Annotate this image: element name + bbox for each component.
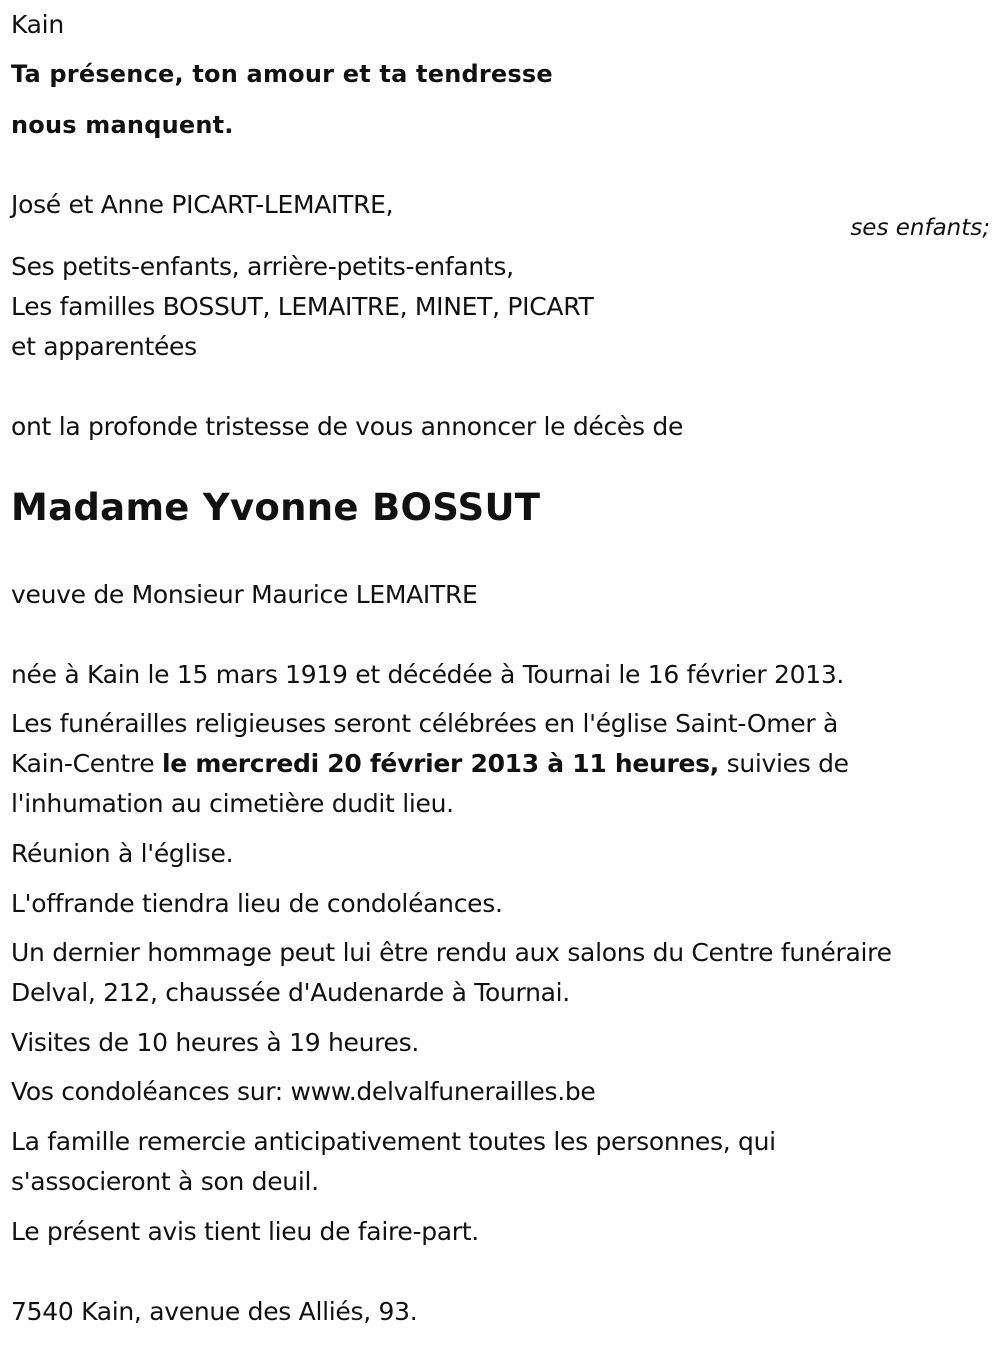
funeral-place: Kain-Centre <box>11 749 163 778</box>
children-names: José et Anne PICART-LEMAITRE, <box>11 190 394 219</box>
deceased-name: Madame Yvonne BOSSUT <box>11 486 541 529</box>
funeral-date: le mercredi 20 février 2013 à 11 heures, <box>162 749 719 778</box>
meeting: Réunion à l'église. <box>11 839 234 868</box>
location: Kain <box>11 10 64 39</box>
tribute-line-2: Delval, 212, chaussée d'Audenarde à Tournai. <box>11 978 570 1007</box>
children-role: ses enfants; <box>850 215 990 241</box>
motto-line-2: nous manquent. <box>11 111 234 139</box>
funeral-followed: suivies de <box>718 749 849 778</box>
visits: Visites de 10 heures à 19 heures. <box>11 1028 420 1057</box>
funeral-line-3: l'inhumation au cimetière dudit lieu. <box>11 789 454 818</box>
funeral-line-1: Les funérailles religieuses seront célébrées en l'église Saint-Omer à <box>11 709 838 738</box>
funeral-line-2 <box>11 744 849 784</box>
condolences-link[interactable]: www.delvalfunerailles.be <box>290 1077 596 1106</box>
offering: L'offrande tiendra lieu de condoléances. <box>11 889 503 918</box>
address: 7540 Kain, avenue des Alliés, 93. <box>11 1297 418 1326</box>
thanks-line-1: La famille remercie anticipativement toutes les personnes, qui <box>11 1127 776 1156</box>
tribute-line-1: Un dernier hommage peut lui être rendu aux salons du Centre funéraire <box>11 938 892 967</box>
announcement: ont la profonde tristesse de vous annoncer le décès de <box>11 412 684 441</box>
condolences <box>11 1072 596 1112</box>
birth-death: née à Kain le 15 mars 1919 et décédée à Tournai le 16 février 2013. <box>11 660 845 689</box>
grandchildren: Ses petits-enfants, arrière-petits-enfants, <box>11 252 514 281</box>
widow-of: veuve de Monsieur Maurice LEMAITRE <box>11 580 478 609</box>
thanks-line-2: s'associeront à son deuil. <box>11 1167 319 1196</box>
related: et apparentées <box>11 332 197 361</box>
families: Les familles BOSSUT, LEMAITRE, MINET, PICART <box>11 292 594 321</box>
notice: Le présent avis tient lieu de faire-part. <box>11 1217 479 1246</box>
condolences-label: Vos condoléances sur: <box>11 1077 291 1106</box>
motto-line-1: Ta présence, ton amour et ta tendresse <box>11 60 553 88</box>
